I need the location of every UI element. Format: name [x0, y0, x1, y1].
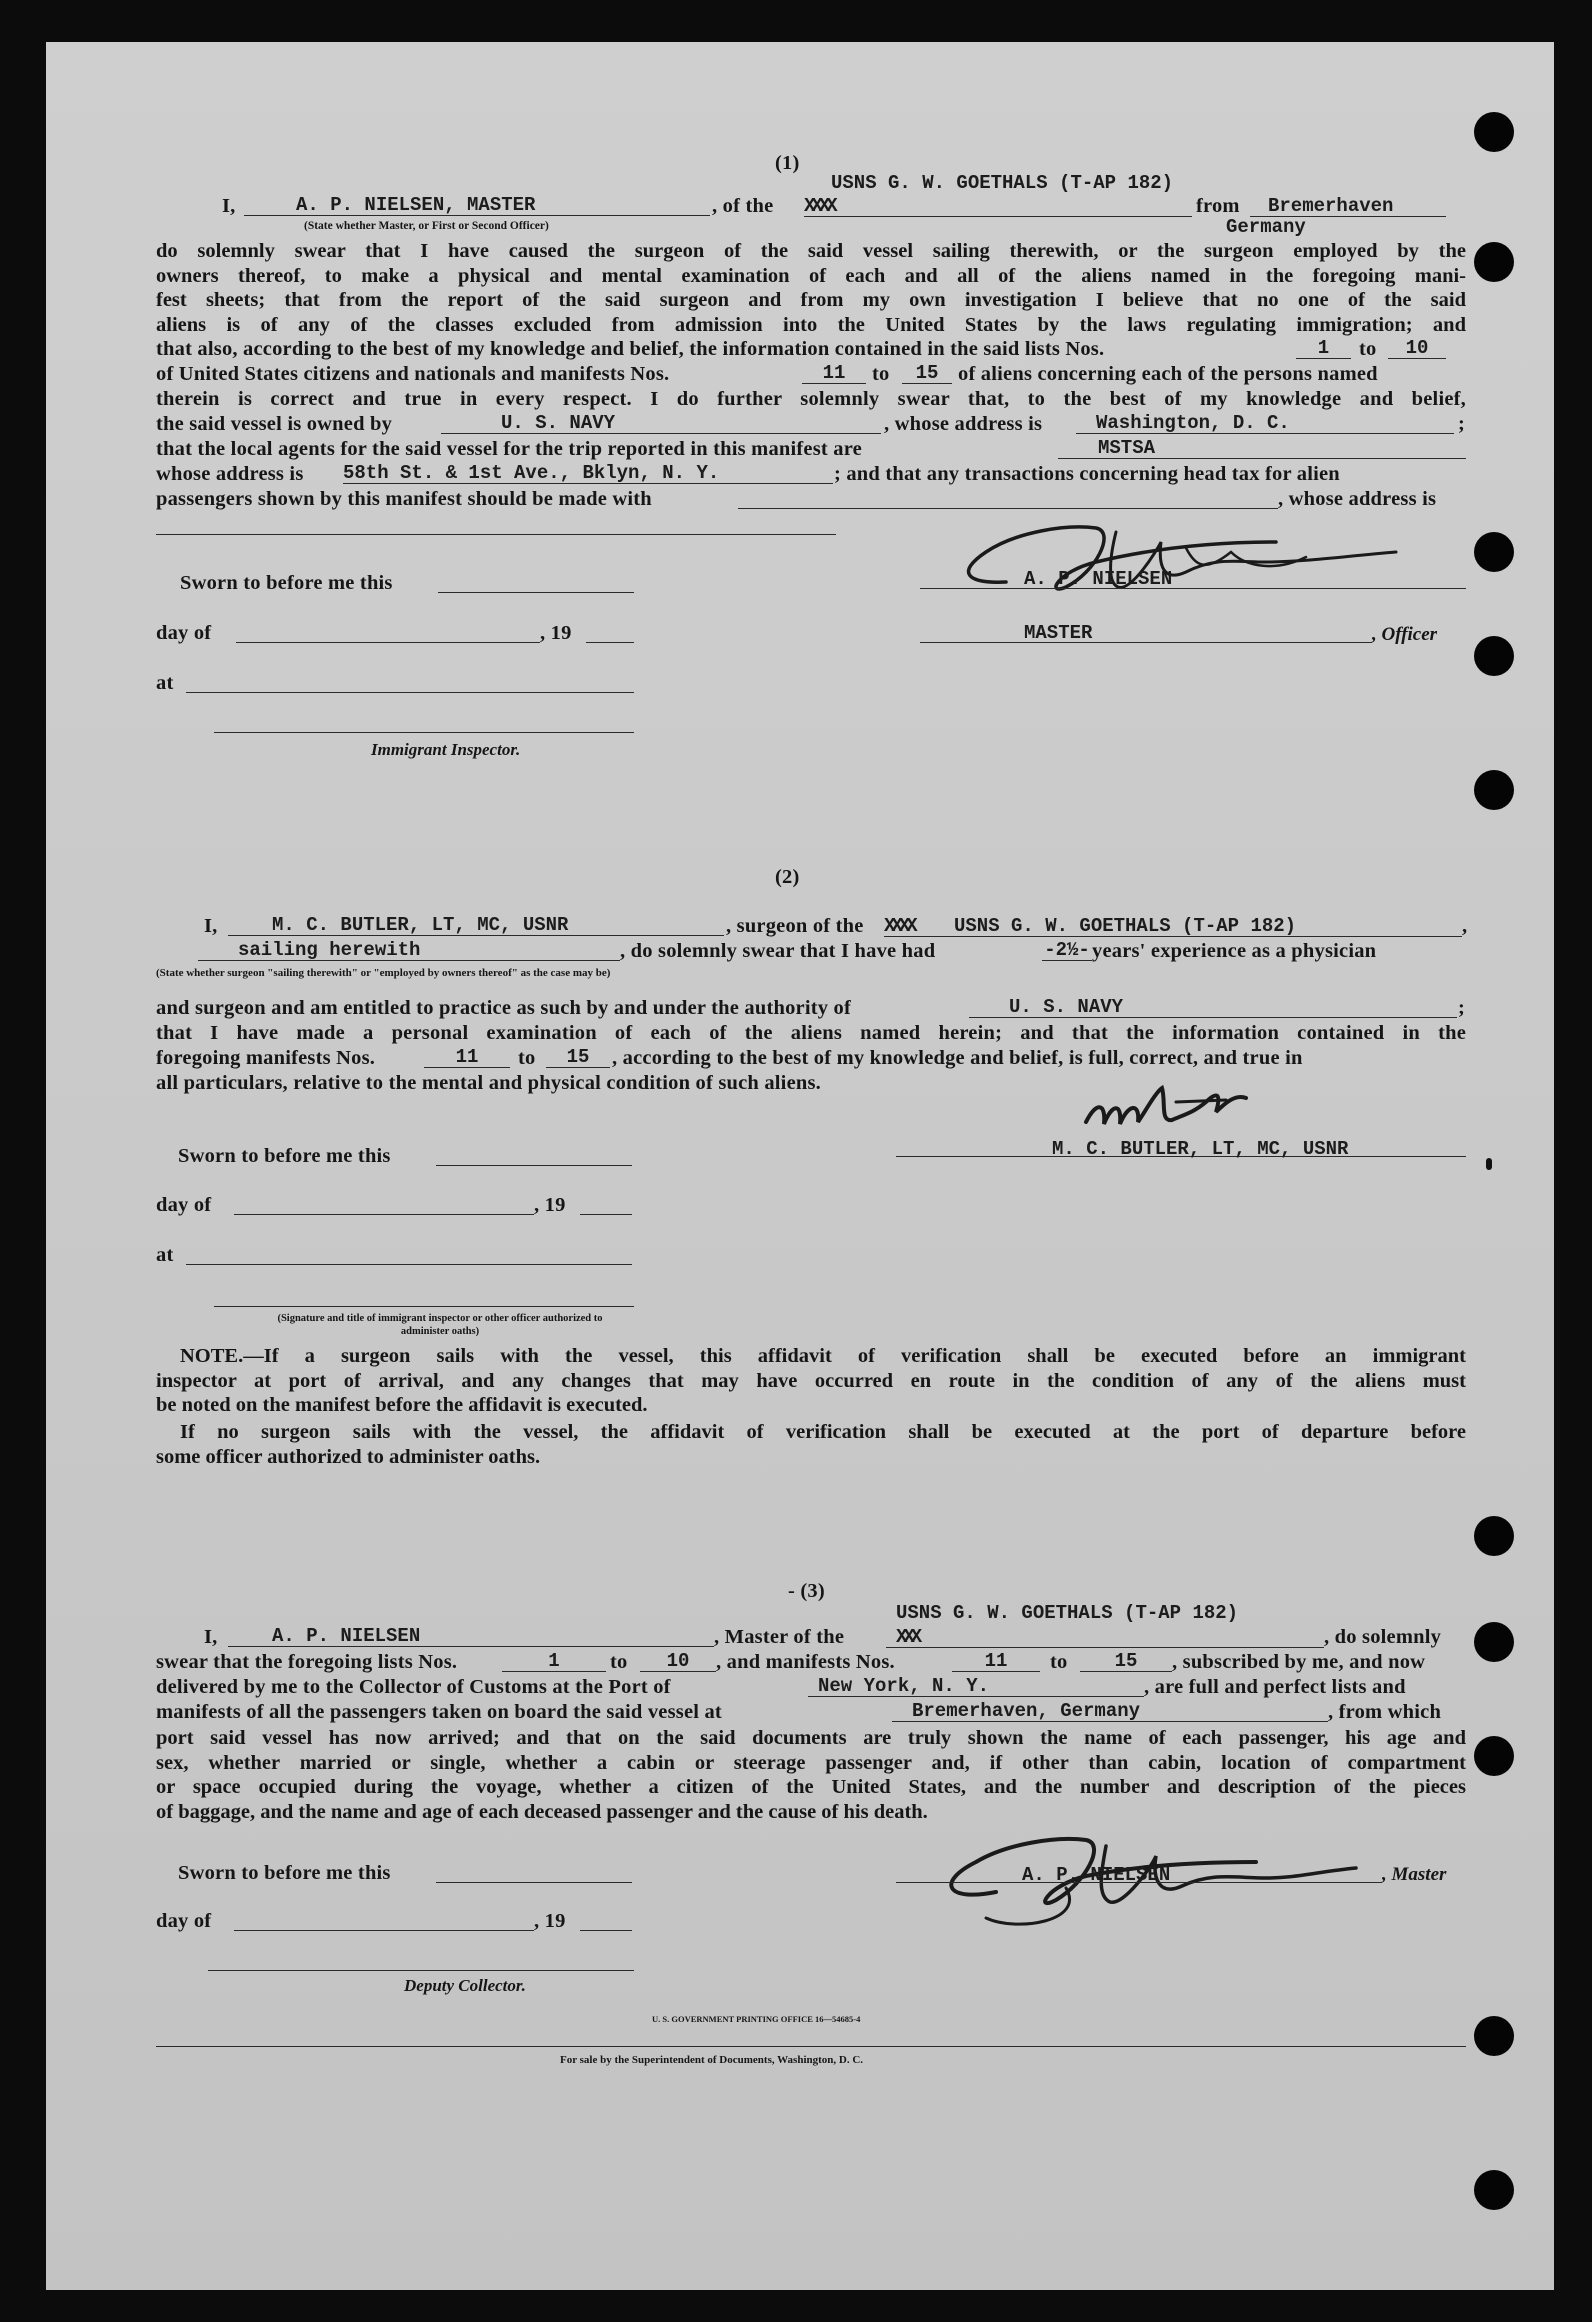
at-label: at	[156, 672, 174, 694]
surgeon-signature	[1076, 1082, 1296, 1142]
surgeon-caption: (State whether surgeon "sailing therewith" or "employed by owners thereof" as the case may be)	[156, 967, 611, 979]
manifests-from-field	[952, 1651, 1040, 1672]
master-name: A. P. NIELSEN	[228, 1626, 714, 1647]
manifests-to-field	[902, 363, 952, 384]
punch-hole	[1474, 242, 1514, 282]
label-to: to	[1050, 1651, 1068, 1673]
sworn-label: Sworn to before me this	[180, 572, 393, 594]
year-field	[580, 1214, 632, 1215]
gpo-imprint: U. S. GOVERNMENT PRINTING OFFICE 16—54685-4	[652, 2014, 861, 2024]
section-1-number: (1)	[775, 152, 800, 174]
head-tax-field	[738, 508, 1278, 509]
at-field	[186, 1264, 632, 1265]
examination-line: that I have made a personal examination of each of the aliens named herein; and that the information contained in the	[156, 1022, 1466, 1044]
oath-line: that also, according to the best of my knowledge and belief, the information contained in the said lists Nos.	[156, 338, 1105, 360]
head-tax-address-field	[156, 534, 836, 535]
punch-hole	[1474, 1622, 1514, 1662]
sworn-label: Sworn to before me this	[178, 1145, 391, 1167]
transactions-text: ; and that any transactions concerning head tax for alien	[834, 463, 1340, 485]
surgeon-manifests-to-field	[546, 1047, 610, 1068]
agents-address-field	[343, 463, 833, 484]
section-1-oath-text	[156, 239, 1466, 337]
port-of-arrival: New York, N. Y.	[808, 1676, 1144, 1697]
lists-from-field	[502, 1651, 606, 1672]
lists-from-value: 1	[502, 1651, 606, 1672]
ship-name: USNS G. W. GOETHALS (T-AP 182)	[896, 1602, 1239, 1624]
punch-hole	[1474, 112, 1514, 152]
master-signature-typed: A. P. NIELSEN	[1024, 568, 1173, 590]
body-line: of baggage, and the name and age of each deceased passenger and the cause of his death.	[156, 1800, 928, 1823]
agents-address-value: 58th St. & 1st Ave., Bklyn, N. Y.	[343, 463, 833, 484]
from-which: , from which	[1328, 1701, 1442, 1723]
collector-signature-line	[208, 1970, 634, 1971]
authority-text: and surgeon and am entitled to practice as such by and under the authority of	[156, 997, 851, 1019]
departure-port-field	[892, 1701, 1328, 1722]
master-signature-typed: A. P. NIELSEN	[1022, 1864, 1171, 1886]
label-from: from	[1196, 195, 1240, 217]
sworn-date-field	[438, 592, 634, 593]
manifests-to-field	[1080, 1651, 1172, 1672]
ship-name: USNS G. W. GOETHALS (T-AP 182)	[954, 915, 1297, 937]
lists-from-field	[1296, 338, 1351, 359]
surgeon-name: M. C. BUTLER, LT, MC, USNR	[228, 915, 724, 936]
lists-to-value: 10	[1388, 338, 1446, 359]
sworn-label: Sworn to before me this	[178, 1862, 391, 1884]
owner-address-value: Washington, D. C.	[1076, 413, 1454, 434]
punch-hole	[1474, 1736, 1514, 1776]
section-3-number-text: (3)	[800, 1580, 825, 1602]
note-line: NOTE.—If a surgeon sails with the vessel, this affidavit of verification shall be executed before an immigrant	[180, 1345, 1466, 1367]
punch-hole	[1474, 636, 1514, 676]
year-label: , 19	[534, 1194, 566, 1216]
oath-line: do solemnly swear that I have caused the surgeon of the said vessel sailing therewith, or the surgeon employed by the	[156, 240, 1466, 262]
surgeon-name-field	[228, 915, 724, 936]
master-signature	[946, 512, 1426, 612]
for-sale-note: For sale by the Superintendent of Documents, Washington, D. C.	[560, 2054, 864, 2066]
do-solemnly: , do solemnly	[1324, 1626, 1442, 1648]
punch-hole	[1474, 532, 1514, 572]
sworn-date-field	[436, 1165, 632, 1166]
master-signature-line	[920, 588, 1466, 589]
according-text: , according to the best of my knowledge and belief, is full, correct, and true in	[612, 1047, 1303, 1069]
line-7: therein is correct and true in every respect. I do further solemnly swear that, to the best of my knowledge and belief,	[156, 388, 1466, 410]
label-to: to	[872, 363, 890, 385]
full-text: , are full and perfect lists and	[1144, 1676, 1406, 1698]
vessel-name-field	[804, 195, 1192, 217]
struck-word: XXX	[896, 1626, 919, 1648]
officer-title-line	[920, 642, 1372, 643]
bleed-through-text	[496, 84, 507, 106]
punch-hole	[1474, 2170, 1514, 2210]
day-of-field	[236, 642, 540, 643]
departure-port: Bremerhaven	[1268, 195, 1394, 217]
inspector-caption: Immigrant Inspector.	[371, 740, 521, 759]
lists-to-value: 10	[640, 1651, 716, 1672]
comma: ,	[1462, 915, 1468, 937]
if-no-surgeon-text	[156, 1420, 1466, 1469]
struck-word: XXXX	[804, 195, 834, 217]
year-label: , 19	[540, 622, 572, 644]
whose-address-end: , whose address is	[1278, 488, 1437, 510]
delivered-text: delivered by me to the Collector of Customs at the Port of	[156, 1676, 671, 1698]
port-field	[1250, 195, 1446, 217]
master-name-field	[244, 195, 710, 216]
manifests-from-value: 11	[802, 363, 866, 384]
master-name: A. P. NIELSEN, MASTER	[244, 195, 710, 216]
solemnly-text: , do solemnly swear that I have had	[620, 940, 936, 962]
collector-caption: Deputy Collector.	[404, 1976, 526, 1995]
label-i: I,	[222, 195, 236, 217]
punch-hole	[1474, 1516, 1514, 1556]
years-text: years' experience as a physician	[1092, 940, 1377, 962]
note-text	[156, 1344, 1466, 1418]
manifests-text: manifests of all the passengers taken on board the said vessel at	[156, 1701, 722, 1723]
master-vessel-field	[886, 1626, 1324, 1648]
section-3-body	[156, 1726, 1466, 1824]
passengers-text: passengers shown by this manifest should be made with	[156, 488, 652, 510]
note-line: be noted on the manifest before the affidavit is executed.	[156, 1394, 648, 1417]
departure-country: Germany	[1226, 216, 1306, 238]
manifest-page	[46, 42, 1554, 2290]
port-of-arrival-field	[808, 1676, 1144, 1697]
swear-text: swear that the foregoing lists Nos.	[156, 1651, 458, 1673]
if-no-line: some officer authorized to administer oaths.	[156, 1445, 541, 1468]
punch-hole	[1474, 2016, 1514, 2056]
owner-address-field	[1076, 413, 1454, 434]
body-line: sex, whether married or single, whether a cabin or steerage passenger and, if other than cabin, location of compartment	[156, 1751, 1466, 1774]
at-label: at	[156, 1244, 174, 1266]
note-line: inspector at port of arrival, and any changes that may have occurred en route in the condition of any of the aliens must	[156, 1369, 1466, 1392]
year-label: , 19	[534, 1910, 566, 1932]
master-name-field	[228, 1626, 714, 1647]
surgeon-manifests-from-field	[424, 1047, 510, 1068]
sailing-field	[198, 940, 620, 961]
body-line: or space occupied during the voyage, whether a citizen of the United States, and the number and description of the pieces	[156, 1776, 1466, 1799]
foregoing-text: foregoing manifests Nos.	[156, 1047, 376, 1069]
label-i: I,	[204, 915, 218, 937]
day-of-label: day of	[156, 1910, 212, 1932]
years-field	[1042, 940, 1092, 961]
label-of-the: , of the	[712, 195, 774, 217]
semicolon: ;	[1458, 413, 1466, 435]
oath-line: owners thereof, to make a physical and mental examination of each and all of the aliens named in the foregoing mani-	[156, 264, 1466, 287]
manifests-from-value: 11	[424, 1047, 510, 1068]
footer-rule	[156, 2046, 1466, 2047]
agents-label: that the local agents for the said vessel for the trip reported in this manifest are	[156, 438, 862, 460]
ship-name: USNS G. W. GOETHALS (T-AP 182)	[831, 172, 1174, 194]
authority-field	[969, 997, 1457, 1018]
at-field	[186, 692, 634, 693]
master-label: , Master	[1382, 1864, 1447, 1885]
day-of-label: day of	[156, 1194, 212, 1216]
if-no-line: If no surgeon sails with the vessel, the affidavit of verification shall be executed at the port of departure before	[180, 1421, 1466, 1443]
lists-to-field	[1388, 338, 1446, 359]
struck-word: XXXX	[884, 915, 914, 937]
body-line: port said vessel has now arrived; and that on the said documents are truly shown the name of each passenger, his age and	[156, 1727, 1466, 1749]
particulars-line: all particulars, relative to the mental and physical condition of such aliens.	[156, 1072, 821, 1094]
inspector-caption: (Signature and title of immigrant inspector or other officer authorized to administer oaths)	[277, 1313, 603, 1337]
section-3-number: - (3)	[788, 1580, 825, 1602]
subscribed-text: , subscribed by me, and now	[1172, 1651, 1426, 1673]
manifests-to-value: 15	[902, 363, 952, 384]
ink-mark	[1486, 1158, 1492, 1170]
sworn-date-field	[436, 1882, 632, 1883]
owner-field	[441, 413, 881, 434]
years-value: -2½-	[1042, 940, 1092, 961]
manifests-from-value: 11	[952, 1651, 1040, 1672]
master-of-label: , Master of the	[714, 1626, 845, 1648]
departure-port: Bremerhaven, Germany	[892, 1701, 1328, 1722]
inspector-signature-line	[214, 1306, 634, 1307]
sailing-value: sailing herewith	[198, 940, 620, 961]
label-to: to	[610, 1651, 628, 1673]
surgeon-signature-typed: M. C. BUTLER, LT, MC, USNR	[1052, 1138, 1349, 1160]
officer-label: , Officer	[1372, 624, 1438, 645]
section-2-number: (2)	[775, 866, 800, 888]
day-of-label: day of	[156, 622, 212, 644]
inspector-signature-line	[214, 732, 634, 733]
master-caption: (State whether Master, or First or Second Officer)	[304, 220, 549, 232]
agents-value: MSTSA	[1058, 438, 1466, 459]
surgeon-of-label: , surgeon of the	[726, 915, 864, 937]
lists-to-field	[640, 1651, 716, 1672]
line-6b: of aliens concerning each of the persons named	[958, 363, 1378, 385]
authority-value: U. S. NAVY	[969, 997, 1457, 1018]
year-field	[580, 1930, 632, 1931]
oath-line: aliens is of any of the classes excluded from admission into the United States by the laws regulating immigration; and	[156, 313, 1466, 336]
owned-by-label: the said vessel is owned by	[156, 413, 393, 435]
label-to: to	[518, 1047, 536, 1069]
oath-line: fest sheets; that from the report of the said surgeon and from my own investigation I believe that no one of the said	[156, 289, 1466, 312]
manifests-from-field	[802, 363, 866, 384]
and-manifests: , and manifests Nos.	[716, 1651, 895, 1673]
agents-field	[1058, 438, 1466, 459]
manifests-to-value: 15	[1080, 1651, 1172, 1672]
line-6a: of United States citizens and nationals and manifests Nos.	[156, 363, 670, 385]
surgeon-vessel-field	[884, 915, 1462, 937]
agents-address-label: whose address is	[156, 463, 304, 485]
label-to: to	[1359, 338, 1377, 360]
manifests-to-value: 15	[546, 1047, 610, 1068]
day-of-field	[234, 1214, 534, 1215]
lists-from-value: 1	[1296, 338, 1351, 359]
label-i: I,	[204, 1626, 218, 1648]
owner-value: U. S. NAVY	[441, 413, 881, 434]
punch-hole	[1474, 770, 1514, 810]
master-title: MASTER	[1024, 622, 1093, 644]
year-field	[586, 642, 634, 643]
day-of-field	[234, 1930, 534, 1931]
whose-address-label: , whose address is	[884, 413, 1043, 435]
semicolon: ;	[1458, 997, 1466, 1019]
